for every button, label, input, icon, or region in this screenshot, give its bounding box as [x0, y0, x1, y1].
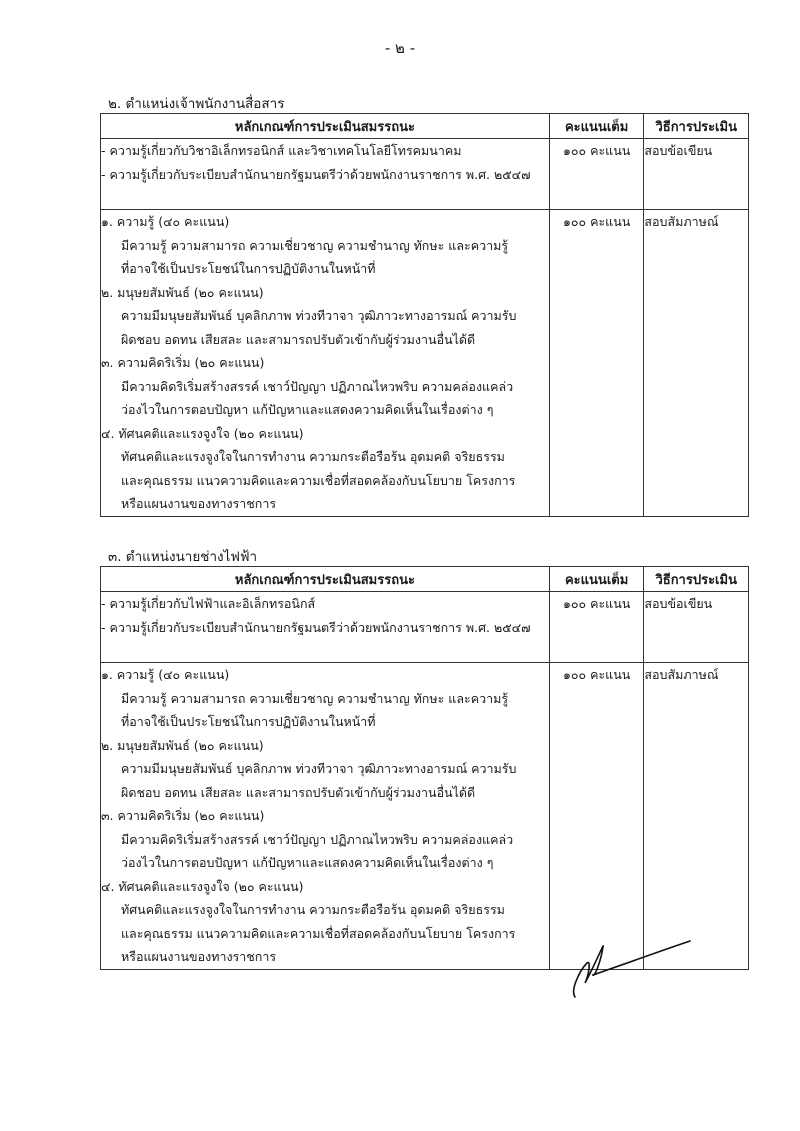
method-cell: สอบสัมภาษณ์: [644, 663, 749, 970]
item-heading: ๔. ทัศนคติและแรงจูงใจ (๒๐ คะแนน): [101, 425, 304, 441]
item-line: มีความรู้ ความสามารถ ความเชี่ยวชาญ ความชำนาญ ทักษะ และความรู้: [121, 690, 509, 706]
criteria-line: - ความรู้เกี่ยวกับระเบียบสำนักนายกรัฐมนตรีว่าด้วยพนักงานราชการ พ.ศ. ๒๕๔๗: [101, 619, 531, 635]
score-cell: ๑๐๐ คะแนน: [549, 139, 644, 210]
header-method: วิธีการประเมิน: [644, 567, 749, 592]
method-cell: สอบข้อเขียน: [644, 592, 749, 663]
criteria-cell: [101, 210, 550, 517]
item-heading: ๒. มนุษยสัมพันธ์ (๒๐ คะแนน): [101, 284, 264, 300]
criteria-line: - ความรู้เกี่ยวกับระเบียบสำนักนายกรัฐมนตรีว่าด้วยพนักงานราชการ พ.ศ. ๒๕๔๗: [101, 166, 531, 182]
table-row-written: [101, 139, 749, 210]
item-line: มีความรู้ ความสามารถ ความเชี่ยวชาญ ความชำนาญ ทักษะ และความรู้: [121, 237, 509, 253]
item-line: มีความคิดริเริ่มสร้างสรรค์ เชาว์ปัญญา ปฏิภาณไหวพริบ ความคล่องแคล่ว: [121, 378, 514, 394]
item-heading: ๑. ความรู้ (๔๐ คะแนน): [101, 667, 230, 682]
header-criteria: หลักเกณฑ์การประเมินสมรรถนะ: [101, 567, 550, 592]
item-line: ว่องไวในการตอบปัญหา แก้ปัญหาและแสดงความคิดเห็นในเรื่องต่าง ๆ: [121, 402, 494, 417]
item-line: ที่อาจใช้เป็นประโยชน์ในการปฏิบัติงานในหน้าที่: [121, 714, 376, 729]
item-heading: ๒. มนุษยสัมพันธ์ (๒๐ คะแนน): [101, 737, 264, 753]
score-cell: ๑๐๐ คะแนน: [549, 592, 644, 663]
item-line: ทัศนคติและแรงจูงใจในการทำงาน ความกระตือรือร้น อุดมคติ จริยธรรม: [121, 449, 505, 464]
criteria-table: [100, 566, 749, 970]
table-row-interview: [101, 663, 749, 970]
table-header-row: [101, 114, 749, 139]
criteria-cell: [101, 139, 550, 210]
item-line: ผิดชอบ อดทน เสียสละ และสามารถปรับตัวเข้ากับผู้ร่วมงานอื่นได้ดี: [121, 331, 476, 347]
header-method: วิธีการประเมิน: [644, 114, 749, 139]
item-line: และคุณธรรม แนวความคิดและความเชื่อที่สอดคล้องกับนโยบาย โครงการ: [121, 925, 516, 941]
item-line: หรือแผนงานของทางราชการ: [121, 496, 277, 511]
table-header-row: [101, 567, 749, 592]
item-heading: ๓. ความคิดริเริ่ม (๒๐ คะแนน): [101, 808, 265, 823]
item-line: ที่อาจใช้เป็นประโยชน์ในการปฏิบัติงานในหน้าที่: [121, 261, 376, 276]
item-heading: ๓. ความคิดริเริ่ม (๒๐ คะแนน): [101, 355, 265, 370]
criteria-table: [100, 113, 749, 517]
header-criteria: หลักเกณฑ์การประเมินสมรรถนะ: [101, 114, 550, 139]
signature-icon: [565, 935, 705, 1005]
section-title: ๒. ตำแหน่งเจ้าพนักงานสื่อสาร: [108, 96, 285, 112]
method-cell: สอบข้อเขียน: [644, 139, 749, 210]
table-row-written: [101, 592, 749, 663]
item-line: มีความคิดริเริ่มสร้างสรรค์ เชาว์ปัญญา ปฏิภาณไหวพริบ ความคล่องแคล่ว: [121, 831, 514, 847]
page-number: - ๒ -: [384, 39, 416, 57]
criteria-cell: [101, 592, 550, 663]
item-line: และคุณธรรม แนวความคิดและความเชื่อที่สอดคล้องกับนโยบาย โครงการ: [121, 472, 516, 488]
score-cell: ๑๐๐ คะแนน: [549, 663, 644, 970]
score-cell: ๑๐๐ คะแนน: [549, 210, 644, 517]
item-line: ความมีมนุษยสัมพันธ์ บุคลิกภาพ ท่วงทีวาจา วุฒิภาวะทางอารมณ์ ความรับ: [121, 761, 517, 776]
item-heading: ๔. ทัศนคติและแรงจูงใจ (๒๐ คะแนน): [101, 878, 304, 894]
table-row-interview: [101, 210, 749, 517]
header-score: คะแนนเต็ม: [549, 567, 644, 592]
section-title: ๓. ตำแหน่งนายช่างไฟฟ้า: [108, 549, 258, 565]
item-line: ว่องไวในการตอบปัญหา แก้ปัญหาและแสดงความคิดเห็นในเรื่องต่าง ๆ: [121, 855, 494, 870]
method-cell: สอบสัมภาษณ์: [644, 210, 749, 517]
item-line: หรือแผนงานของทางราชการ: [121, 949, 277, 964]
criteria-line: - ความรู้เกี่ยวกับไฟฟ้าและอิเล็กทรอนิกส์: [101, 596, 316, 611]
item-line: ความมีมนุษยสัมพันธ์ บุคลิกภาพ ท่วงทีวาจา วุฒิภาวะทางอารมณ์ ความรับ: [121, 308, 517, 323]
item-line: ทัศนคติและแรงจูงใจในการทำงาน ความกระตือรือร้น อุดมคติ จริยธรรม: [121, 902, 505, 917]
item-line: ผิดชอบ อดทน เสียสละ และสามารถปรับตัวเข้ากับผู้ร่วมงานอื่นได้ดี: [121, 784, 476, 800]
criteria-cell: [101, 663, 550, 970]
criteria-line: - ความรู้เกี่ยวกับวิชาอิเล็กทรอนิกส์ และวิชาเทคโนโลยีโทรคมนาคม: [101, 143, 462, 158]
item-heading: ๑. ความรู้ (๔๐ คะแนน): [101, 214, 230, 229]
header-score: คะแนนเต็ม: [549, 114, 644, 139]
